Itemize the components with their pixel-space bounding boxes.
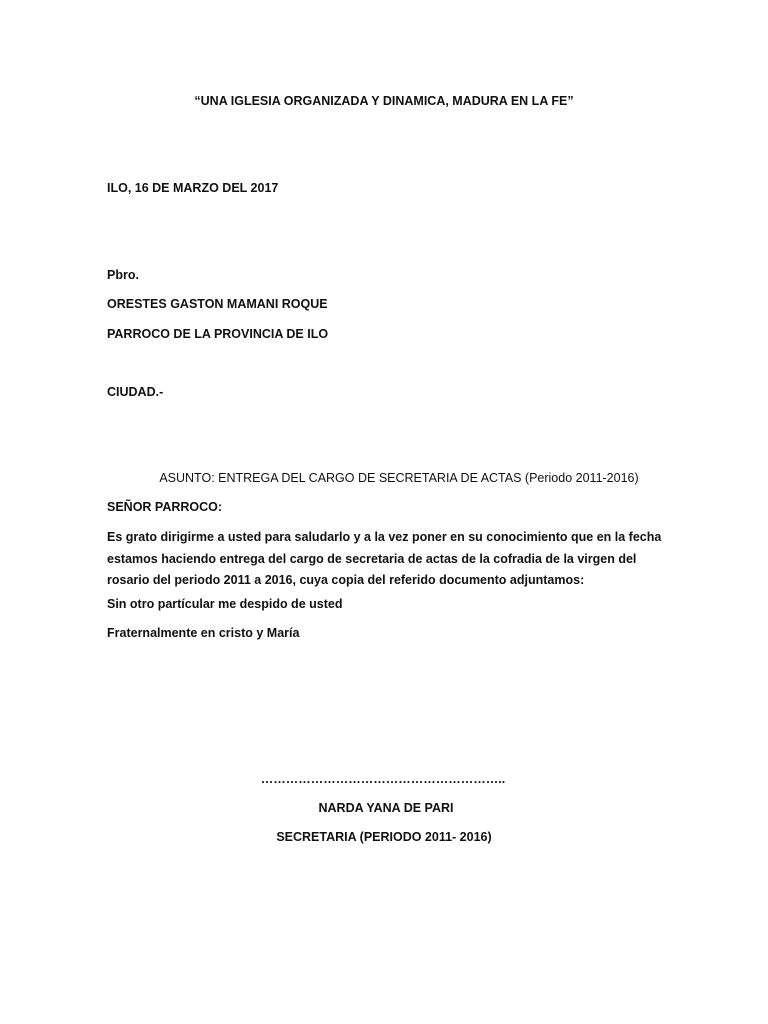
closing-line-2: Fraternalmente en cristo y María: [107, 626, 300, 640]
recipient-position: PARROCO DE LA PROVINCIA DE ILO: [107, 327, 329, 341]
signature-name: NARDA YANA DE PARI: [318, 801, 454, 815]
salutation: SEÑOR PARROCO:: [107, 500, 223, 514]
subject-line: ASUNTO: ENTREGA DEL CARGO DE SECRETARIA DE ACTAS (Periodo 2011-2016): [159, 471, 639, 485]
closing-line-1: Sin otro partícular me despido de usted: [107, 597, 343, 611]
signature-line: …………………………………………………..: [260, 772, 506, 786]
recipient-name: ORESTES GASTON MAMANI ROQUE: [107, 297, 328, 311]
motto-heading: “UNA IGLESIA ORGANIZADA Y DINAMICA, MADURA EN LA FE”: [194, 94, 574, 108]
signature-role: SECRETARIA (PERIODO 2011- 2016): [276, 830, 492, 844]
recipient-title: Pbro.: [107, 268, 139, 282]
date-line: ILO, 16 DE MARZO DEL 2017: [107, 181, 279, 195]
body-paragraph: Es grato dirigirme a usted para saludarlo y a la vez poner en su conocimiento que en la fecha estamos haciendo entrega del cargo de secretaria de actas de la cofradia de la virgen del rosario del periodo 2011 a 2016, cuya copia del referido documento adjuntamos:: [107, 530, 662, 587]
recipient-city: CIUDAD.-: [107, 385, 164, 399]
